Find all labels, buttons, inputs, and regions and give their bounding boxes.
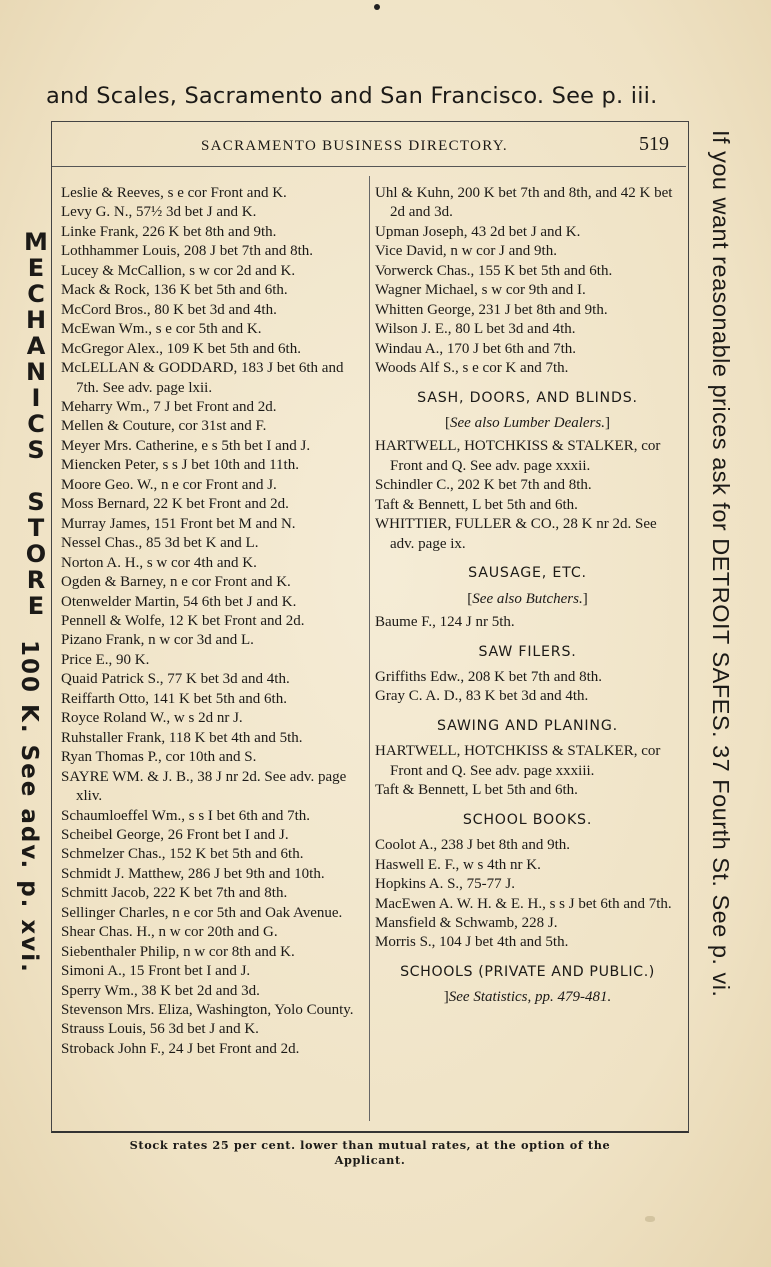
directory-entry: McLELLAN & GODDARD, 183 J bet 6th and 7th. See adv. page lxii. xyxy=(61,360,344,396)
directory-entry: McEwan Wm., s e cor 5th and K. xyxy=(61,321,262,338)
directory-entry: Stroback John F., 24 J bet Front and 2d. xyxy=(61,1040,300,1057)
directory-entry: Simoni A., 15 Front bet I and J. xyxy=(61,963,251,980)
directory-entry: Reiffarth Otto, 141 K bet 5th and 6th. xyxy=(61,690,287,707)
directory-entry: Ryan Thomas P., cor 10th and S. xyxy=(61,749,257,766)
footer-note: Stock rates 25 per cent. lower than mutual rates, at the option of the Applicant. xyxy=(129,1138,611,1167)
directory-entry: WHITTIER, FULLER & CO., 28 K nr 2d. See adv. page ix. xyxy=(375,516,657,552)
note-bracket: [ xyxy=(445,414,450,431)
section-heading-sash: SASH, DOORS, AND BLINDS. xyxy=(417,389,638,406)
note-text: See Statistics, pp. 479-481. xyxy=(448,989,612,1006)
printer-mark xyxy=(374,4,380,10)
note-text: See also Lumber Dealers. xyxy=(450,414,605,431)
directory-entry: Mack & Rock, 136 K bet 5th and 6th. xyxy=(61,282,288,299)
directory-entry: HARTWELL, HOTCHKISS & STALKER, cor Front and Q. See adv. page xxxii. xyxy=(375,438,661,474)
directory-entry: Schaumloeffel Wm., s s I bet 6th and 7th. xyxy=(61,807,310,824)
directory-entry: MacEwen A. W. H. & E. H., s s J bet 6th and 7th. xyxy=(375,895,672,912)
section-heading-saw-filers: SAW FILERS. xyxy=(478,643,577,660)
directory-entry: Windau A., 170 J bet 6th and 7th. xyxy=(375,340,577,357)
directory-entry: Meharry Wm., 7 J bet Front and 2d. xyxy=(61,398,277,415)
directory-entry: Morris S., 104 J bet 4th and 5th. xyxy=(375,934,569,951)
column-divider xyxy=(369,176,370,1121)
section-heading-school-books: SCHOOL BOOKS. xyxy=(462,811,593,828)
directory-entry: Coolot A., 238 J bet 8th and 9th. xyxy=(375,837,570,854)
header-rule xyxy=(52,166,686,167)
directory-entry: Murray James, 151 Front bet M and N. xyxy=(61,515,296,532)
directory-entry: Stevenson Mrs. Eliza, Washington, Yolo County. xyxy=(61,1002,354,1019)
directory-entry: Siebenthaler Philip, n w cor 8th and K. xyxy=(61,943,295,960)
side-ad-left-upright: MECHANICS STORE xyxy=(22,228,50,618)
directory-entry: Ruhstaller Frank, 118 K bet 4th and 5th. xyxy=(61,729,303,746)
section-heading-sausage: SAUSAGE, ETC. xyxy=(468,565,587,582)
section-note-sash xyxy=(375,414,680,433)
directory-entry: Pennell & Wolfe, 12 K bet Front and 2d. xyxy=(61,612,305,629)
directory-entry: Wagner Michael, s w cor 9th and I. xyxy=(375,282,586,299)
directory-entry: Sellinger Charles, n e cor 5th and Oak Avenue. xyxy=(61,904,343,921)
directory-entry: Whitten George, 231 J bet 8th and 9th. xyxy=(375,301,608,318)
running-header xyxy=(51,133,671,163)
section-note-schools xyxy=(375,988,680,1007)
directory-entry: Quaid Patrick S., 77 K bet 3d and 4th. xyxy=(61,671,290,688)
directory-entry: Uhl & Kuhn, 200 K bet 7th and 8th, and 42 K bet 2d and 3d. xyxy=(375,185,673,221)
directory-entry: Mansfield & Schwamb, 228 J. xyxy=(375,914,558,931)
page-number: 519 xyxy=(639,133,669,155)
section-heading-schools: SCHOOLS (PRIVATE AND PUBLIC.) xyxy=(400,963,655,980)
directory-entry: Price E., 90 K. xyxy=(61,651,150,668)
directory-entry: Sperry Wm., 38 K bet 2d and 3d. xyxy=(61,982,260,999)
directory-entry: SAYRE WM. & J. B., 38 J nr 2d. See adv. page xliv. xyxy=(61,768,347,805)
directory-entry: Nessel Chas., 85 3d bet K and L. xyxy=(61,535,259,552)
directory-entry: Pizano Frank, n w cor 3d and L. xyxy=(61,632,254,649)
directory-entry: Meyer Mrs. Catherine, e s 5th bet I and J. xyxy=(61,437,311,454)
directory-entry: Levy G. N., 57½ 3d bet J and K. xyxy=(61,204,257,221)
directory-entry: Ogden & Barney, n e cor Front and K. xyxy=(61,574,291,591)
directory-entry: Haswell E. F., w s 4th nr K. xyxy=(375,856,541,873)
directory-entry: Wilson J. E., 80 L bet 3d and 4th. xyxy=(375,321,576,338)
directory-entry: Leslie & Reeves, s e cor Front and K. xyxy=(61,185,287,201)
directory-entry: Vice David, n w cor J and 9th. xyxy=(375,243,557,260)
note-bracket: [ xyxy=(467,590,473,607)
directory-entry: Upman Joseph, 43 2d bet J and K. xyxy=(375,223,581,240)
directory-entry: Scheibel George, 26 Front bet I and J. xyxy=(61,826,289,843)
left-column xyxy=(61,184,363,1059)
directory-entry: Otenwelder Martin, 54 6th bet J and K. xyxy=(61,593,297,610)
right-column xyxy=(375,184,680,1012)
directory-entry: Shear Chas. H., n w cor 20th and G. xyxy=(61,924,278,941)
directory-entry: Lothhammer Louis, 208 J bet 7th and 8th. xyxy=(61,243,314,260)
directory-entry: Lucey & McCallion, s w cor 2d and K. xyxy=(61,262,296,279)
note-text: See also Butchers. xyxy=(472,590,583,607)
directory-entry: Gray C. A. D., 83 K bet 3d and 4th. xyxy=(375,688,589,705)
section-heading-sawing: SAWING AND PLANING. xyxy=(437,717,618,734)
note-bracket: ] xyxy=(582,590,588,607)
directory-entry: Hopkins A. S., 75-77 J. xyxy=(375,876,516,893)
directory-entry: Schindler C., 202 K bet 7th and 8th. xyxy=(375,477,592,494)
directory-entry: Strauss Louis, 56 3d bet J and K. xyxy=(61,1021,259,1038)
directory-entry: Woods Alf S., s e cor K and 7th. xyxy=(375,360,569,377)
directory-entry: Schmelzer Chas., 152 K bet 5th and 6th. xyxy=(61,846,304,863)
directory-entry: Moore Geo. W., n e cor Front and J. xyxy=(61,476,277,493)
section-note-sausage xyxy=(375,590,680,609)
directory-entry: Schmidt J. Matthew, 286 J bet 9th and 10th. xyxy=(61,865,325,882)
header-title: SACRAMENTO BUSINESS DIRECTORY. xyxy=(201,138,508,154)
directory-entry: Norton A. H., s w cor 4th and K. xyxy=(61,554,257,571)
top-banner: and Scales, Sacramento and San Francisco. See p. iii. xyxy=(46,83,658,109)
directory-entry: Linke Frank, 226 K bet 8th and 9th. xyxy=(61,223,277,240)
directory-entry: Taft & Bennett, L bet 5th and 6th. xyxy=(375,496,578,513)
side-ad-right: If you want reasonable prices ask for DETROIT SAFES. 37 Fourth St. See p. vi. xyxy=(708,130,734,998)
side-ad-left-rotated: 100 K. See adv. p. xvi. xyxy=(16,640,42,974)
directory-entry: McGregor Alex., 109 K bet 5th and 6th. xyxy=(61,340,301,357)
directory-entry: Taft & Bennett, L bet 5th and 6th. xyxy=(375,782,578,799)
directory-entry: Schmitt Jacob, 222 K bet 7th and 8th. xyxy=(61,885,288,902)
directory-entry: Moss Bernard, 22 K bet Front and 2d. xyxy=(61,496,289,513)
directory-entry: Vorwerck Chas., 155 K bet 5th and 6th. xyxy=(375,262,613,279)
directory-entry: Griffiths Edw., 208 K bet 7th and 8th. xyxy=(375,668,603,685)
note-bracket: ] xyxy=(604,414,610,431)
directory-entry: Miencken Peter, s s J bet 10th and 11th. xyxy=(61,457,299,474)
paper-stain xyxy=(645,1216,655,1222)
directory-entry: HARTWELL, HOTCHKISS & STALKER, cor Front and Q. See adv. page xxxiii. xyxy=(375,743,661,779)
directory-entry: McCord Bros., 80 K bet 3d and 4th. xyxy=(61,301,277,318)
directory-entry: Baume F., 124 J nr 5th. xyxy=(375,614,515,631)
directory-entry: Royce Roland W., w s 2d nr J. xyxy=(61,710,243,727)
directory-entry: Mellen & Couture, cor 31st and F. xyxy=(61,418,267,435)
note-bracket: ] xyxy=(443,989,449,1006)
